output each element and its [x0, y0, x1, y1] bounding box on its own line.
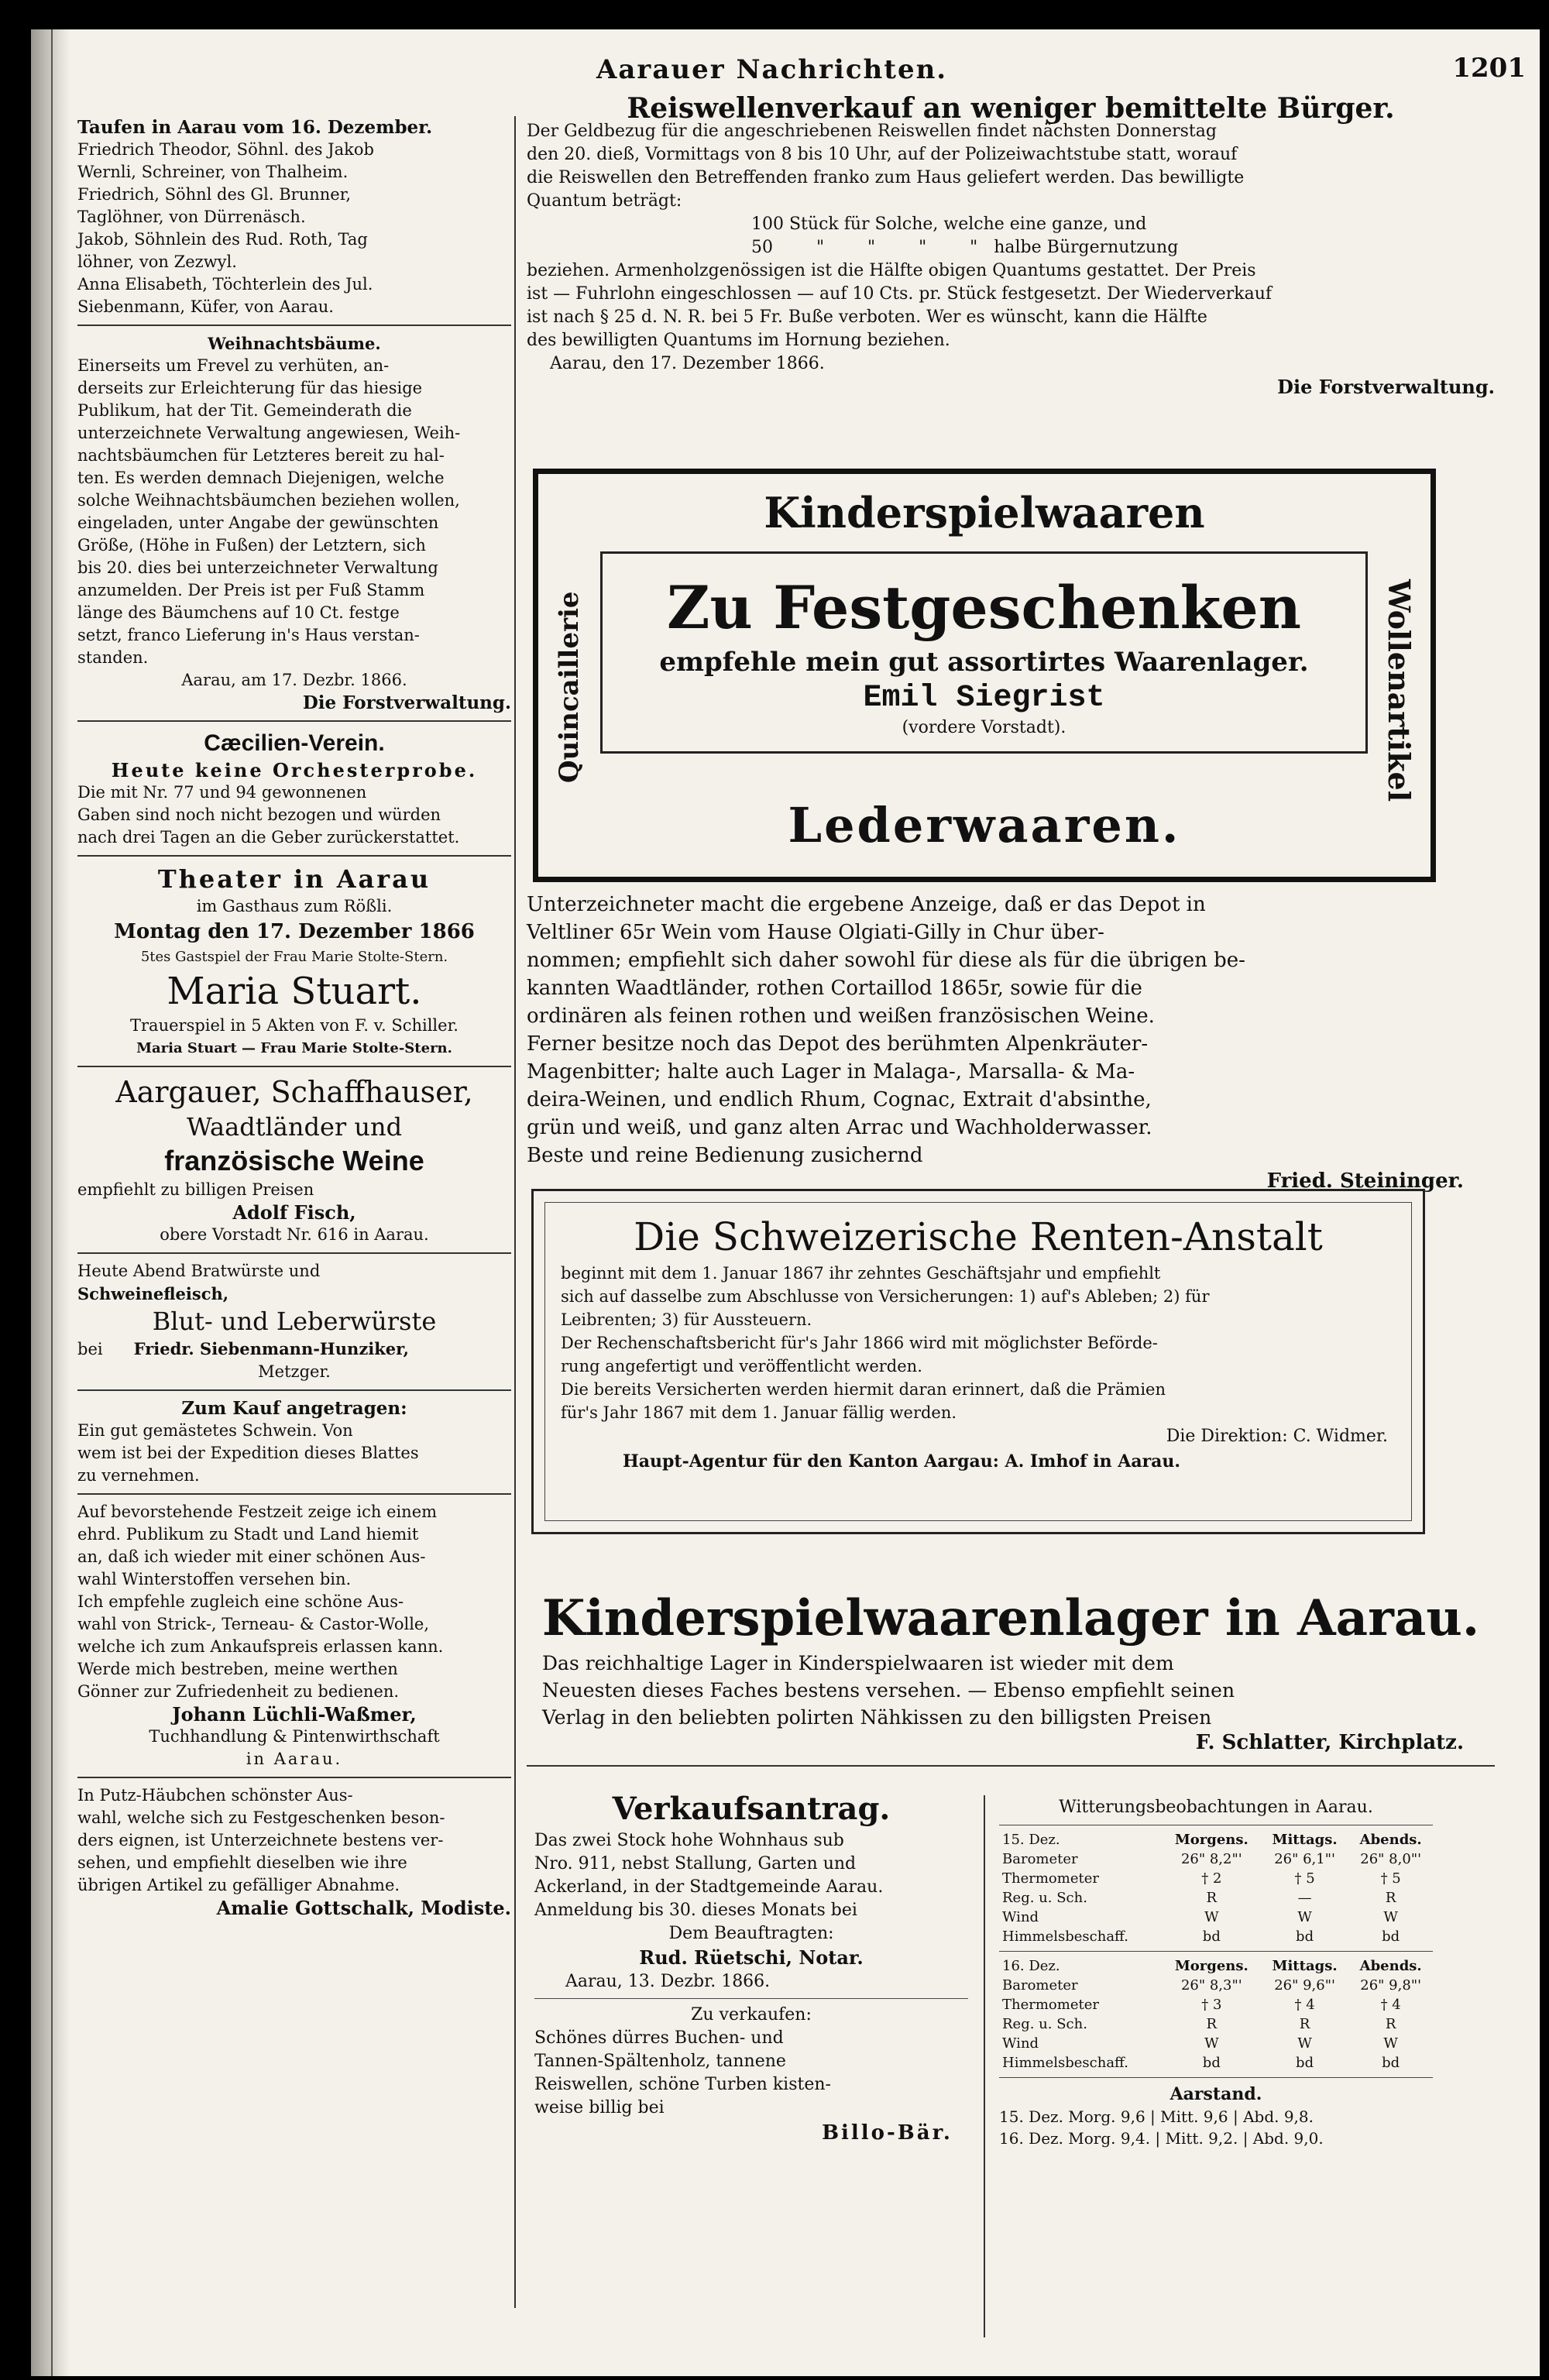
zuverk-line: Tannen-Spältenholz, tannene [534, 2052, 786, 2071]
weather-label: Himmelsbeschaff. [1002, 1928, 1128, 1945]
weather-table-1 [999, 1830, 1433, 1946]
weather-row [999, 1976, 1433, 1995]
kauf-line: Ein gut gemästetes Schwein. Von [77, 1421, 353, 1440]
weather-value: 26" 8,0"' [1360, 1851, 1422, 1867]
caecilien-line: Gaben sind noch nicht bezogen und würden [77, 805, 441, 824]
reis-line: Der Geldbezug für die angeschriebenen Reiswellen findet nächsten Donnerstag [527, 122, 1217, 141]
putz-line: In Putz-Häubchen schönster Aus- [77, 1786, 353, 1805]
weather-value: W [1297, 1909, 1312, 1925]
weather-label: Barometer [1002, 1851, 1078, 1867]
kauf-text [77, 1420, 511, 1487]
theater-title: Maria Stuart. [167, 970, 422, 1013]
left-column [77, 116, 511, 1919]
theater-gast: 5tes Gastspiel der Frau Marie Stolte-Stern. [140, 949, 448, 965]
weather-row [999, 2053, 1433, 2073]
weihnacht-sign: Die Forstverwaltung. [302, 692, 511, 713]
weather-value: 26" 9,6"' [1274, 1977, 1335, 1994]
kinder-line: Verlag in den beliebten polirten Nähkissen zu den billigsten Preisen [542, 1706, 1212, 1729]
verkauf-line: Nro. 911, nebst Stallung, Garten und [534, 1854, 857, 1873]
weihnacht-line: nachtsbäumchen für Letzteres bereit zu hal- [77, 446, 445, 465]
taufen-line: Anna Elisabeth, Töchterlein des Jul. [77, 275, 373, 294]
weihnacht-line: derseits zur Erleichterung für das hiesige [77, 379, 423, 397]
theater-role: Maria Stuart — Frau Marie Stolte-Stern. [136, 1040, 452, 1056]
reis-date: Aarau, den 17. Dezember 1866. [550, 354, 825, 373]
ad-bottom-heading: Lederwaaren. [788, 797, 1181, 853]
veltliner-line: Magenbitter; halte auch Lager in Malaga-, Marsalla- & Ma- [527, 1060, 1135, 1084]
wurst-line-1: Heute Abend Bratwürste und [77, 1262, 321, 1280]
aarstand-line: 16. Dez. Morg. 9,4. | Mitt. 9,2. | Abd. 9,0. [999, 2129, 1324, 2148]
weather-value: W [1204, 2035, 1219, 2052]
weather-divider [984, 1795, 985, 2337]
reis-text [527, 120, 1495, 213]
weihnacht-line: anzumelden. Der Preis ist per Fuß Stamm [77, 581, 425, 599]
taufen-line: löhner, von Zezwyl. [77, 252, 237, 271]
weather-row [999, 1908, 1433, 1927]
kinder-line: Neuesten dieses Faches bestens versehen. — Ebenso empfiehlt seinen [542, 1679, 1235, 1702]
veltliner-line: nommen; empfiehlt sich daher sowohl für diese als für die übrigen be- [527, 949, 1245, 972]
reis-line: den 20. dieß, Vormittags von 8 bis 10 Uhr, auf der Polizeiwachtstube statt, worauf [527, 145, 1238, 164]
wein-heading-3: französische Weine [164, 1145, 424, 1176]
ad-name: Emil Siegrist [863, 681, 1105, 716]
weather-value: † 4 [1294, 1997, 1315, 2013]
ad-main-heading: Zu Festgeschenken [667, 573, 1301, 642]
weather-value: W [1204, 1909, 1219, 1925]
weather-row [999, 2034, 1433, 2053]
weihnacht-text [77, 355, 511, 669]
weather-heading: Witterungsbeobachtungen in Aarau. [1059, 1798, 1373, 1817]
ad-line: empfehle mein gut assortirtes Waarenlager. [659, 647, 1309, 678]
weather-section [999, 1795, 1433, 2149]
weather-value: 26" 9,8"' [1360, 1977, 1422, 1994]
ad-box-siegrist [533, 469, 1436, 882]
stoff-line: an, daß ich wieder mit einer schönen Aus- [77, 1547, 426, 1566]
taufen-line: Siebenmann, Küfer, von Aarau. [77, 297, 334, 316]
caecilien-sub: Heute keine Orchesterprobe. [111, 759, 478, 781]
ad-inner-frame [600, 551, 1368, 754]
weather-value: 26" 6,1"' [1274, 1851, 1335, 1867]
wein-heading-2: Waadtländer und [186, 1112, 403, 1142]
weihnacht-line: unterzeichnete Verwaltung angewiesen, Weih- [77, 424, 461, 442]
gutter-line [51, 29, 53, 2376]
stoff-line: wahl von Strick-, Terneau- & Castor-Wolle, [77, 1615, 430, 1633]
weather-value: † 5 [1380, 1870, 1401, 1887]
putz-text [77, 1784, 511, 1897]
taufen-line: Friedrich, Söhnl des Gl. Brunner, [77, 185, 352, 204]
kinder-heading: Kinderspielwaarenlager in Aarau. [541, 1589, 1480, 1647]
taufen-line: Friedrich Theodor, Söhnl. des Jakob [77, 140, 374, 159]
theater-date: Montag den 17. Dezember 1866 [114, 920, 475, 943]
column-divider [514, 116, 516, 2308]
page-gutter [31, 29, 70, 2376]
wurst-bei: bei [77, 1340, 103, 1358]
ad-left-vertical: Quincaillerie [554, 591, 585, 783]
stoff-line: Auf bevorstehende Festzeit zeige ich einem [77, 1503, 438, 1521]
reis-quantum-1: 100 Stück für Solche, welche eine ganze, und [751, 215, 1147, 234]
reis-quantum-2: 50 " " " " halbe Bürgernutzung [751, 238, 1179, 257]
verkauf-name: Rud. Rüetschi, Notar. [639, 1946, 864, 1969]
weather-row [999, 1849, 1433, 1869]
veltliner-line: Veltliner 65r Wein vom Hause Olgiati-Gilly in Chur über- [527, 921, 1104, 944]
weihnacht-line: setzt, franco Lieferung in's Haus verstan- [77, 626, 420, 644]
verkauf-line: Das zwei Stock hohe Wohnhaus sub [534, 1831, 844, 1850]
theater-sub: im Gasthaus zum Rößli. [196, 897, 393, 915]
weather-value: bd [1382, 1928, 1400, 1945]
zuverk-line: Reiswellen, schöne Turben kisten- [534, 2075, 831, 2094]
wein-heading-1: Aargauer, Schaffhauser, [115, 1075, 473, 1109]
right-column-top [527, 92, 1495, 399]
veltliner-line: grün und weiß, und ganz alten Arrac und Wachholderwasser. [527, 1116, 1152, 1139]
ad-address: (vordere Vorstadt). [902, 718, 1066, 737]
weather-value: R [1385, 1890, 1396, 1906]
weather-value: bd [1382, 2055, 1400, 2071]
veltliner-line: deira-Weinen, und endlich Rhum, Cognac, Extrait d'absinthe, [527, 1088, 1152, 1111]
kauf-heading: Zum Kauf angetragen: [181, 1398, 407, 1419]
weihnacht-line: solche Weihnachtsbäumchen beziehen wollen, [77, 491, 460, 510]
weather-row [999, 1869, 1433, 1888]
weihnacht-date: Aarau, am 17. Dezbr. 1866. [181, 671, 407, 689]
weather-value: † 4 [1380, 1997, 1401, 2013]
rente-direktion: Die Direktion: C. Widmer. [1166, 1427, 1388, 1446]
rente-agent: Haupt-Agentur für den Kanton Aargau: A. Imhof in Aarau. [623, 1451, 1181, 1472]
stoff-line: Gönner zur Zufriedenheit zu bedienen. [77, 1682, 400, 1701]
wurst-name: Friedr. Siebenmann-Hunziker, [133, 1339, 409, 1358]
stoff-line: ehrd. Publikum zu Stadt und Land hiemit [77, 1525, 419, 1544]
rente-line: Leibrenten; 3) für Aussteuern. [561, 1310, 812, 1329]
stoff-line: welche ich zum Ankaufspreis erlassen kann. [77, 1637, 444, 1656]
weather-row [999, 1927, 1433, 1946]
wurst-line-2: Schweinefleisch, [77, 1284, 229, 1303]
verkauf-heading: Verkaufsantrag. [612, 1791, 891, 1827]
rente-line: rung angefertigt und veröffentlicht werden. [561, 1357, 922, 1375]
wurst-line-3: Blut- und Leberwürste [152, 1307, 437, 1336]
putz-line: wahl, welche sich zu Festgeschenken beson- [77, 1808, 445, 1827]
ad-box-rentenanstalt [531, 1189, 1425, 1534]
weihnacht-heading: Weihnachtsbäume. [208, 334, 381, 353]
weather-value: bd [1296, 1928, 1314, 1945]
zuverk-line: weise billig bei [534, 2098, 665, 2117]
weihnacht-line: ten. Es werden demnach Diejenigen, welche [77, 469, 445, 487]
right-column-mid [527, 891, 1495, 1193]
right-column-lower [527, 1588, 1495, 1773]
weather-value: 26" 8,2"' [1180, 1851, 1242, 1867]
weather-value: R [1385, 2016, 1396, 2032]
wein-text: empfiehlt zu billigen Preisen [77, 1180, 314, 1199]
wein-name: Adolf Fisch, [232, 1201, 356, 1224]
weather-value: bd [1202, 1928, 1221, 1945]
weihnacht-line: bis 20. dies bei unterzeichneter Verwaltung [77, 558, 438, 577]
reis-line-2: des bewilligten Quantums im Hornung beziehen. [527, 331, 950, 350]
weihnacht-line: Publikum, hat der Tit. Gemeinderath die [77, 401, 412, 420]
verkauf-date: Aarau, 13. Dezbr. 1866. [565, 1972, 771, 1991]
zuverk-text [534, 2027, 968, 2120]
kinder-line: Das reichhaltige Lager in Kinderspielwaaren ist wieder mit dem [542, 1652, 1174, 1674]
weather-value: † 3 [1201, 1997, 1222, 2013]
weather-col-abends: Abends. [1359, 1832, 1422, 1848]
weather-label: Wind [1002, 2035, 1039, 2052]
veltliner-line: Unterzeichneter macht die ergebene Anzeige, daß er das Depot in [527, 893, 1206, 916]
weather-col-morgens-2: Morgens. [1174, 1958, 1248, 1974]
weather-col-morgens: Morgens. [1174, 1832, 1248, 1848]
reis-heading: Reiswellenverkauf an weniger bemittelte Bürger. [627, 92, 1395, 125]
rente-line: Die bereits Versicherten werden hiermit daran erinnert, daß die Prämien [561, 1380, 1166, 1399]
stoff-line: wahl Winterstoffen versehen bin. [77, 1570, 352, 1588]
reis-sign: Die Forstverwaltung. [1277, 376, 1495, 398]
putz-line: ders eignen, ist Unterzeichnete bestens ver- [77, 1831, 444, 1849]
kauf-line: wem ist bei der Expedition dieses Blattes [77, 1444, 419, 1462]
verkauf-line: Anmeldung bis 30. dieses Monats bei [534, 1901, 857, 1920]
putz-line: übrigen Artikel zu gefälliger Abnahme. [77, 1876, 400, 1894]
weather-row [999, 1888, 1433, 1908]
wein-address: obere Vorstadt Nr. 616 in Aarau. [160, 1225, 429, 1244]
weather-value: — [1297, 1890, 1312, 1906]
weihnacht-line: standen. [77, 648, 149, 667]
aarstand-line: 15. Dez. Morg. 9,6 | Mitt. 9,6 | Abd. 9,8. [999, 2107, 1314, 2126]
weather-label: Thermometer [1002, 1997, 1099, 2013]
weather-value: 26" 8,3"' [1180, 1977, 1242, 1994]
weather-table-2 [999, 1956, 1433, 2073]
rente-text [545, 1262, 1411, 1424]
weather-value: W [1297, 2035, 1312, 2052]
theater-heading: Theater in Aarau [157, 864, 431, 894]
weather-col-mittags: Mittags. [1272, 1832, 1338, 1848]
stoff-name: Johann Lüchli-Waßmer, [172, 1703, 417, 1726]
weather-row [999, 1995, 1433, 2014]
veltliner-line: Beste und reine Bedienung zusichernd [527, 1144, 923, 1167]
rente-line: sich auf dasselbe zum Abschlusse von Versicherungen: 1) auf's Ableben; 2) für [561, 1287, 1210, 1306]
zuverk-heading: Zu verkaufen: [691, 2005, 812, 2025]
weihnacht-line: länge des Bäumchens auf 10 Ct. festge [77, 603, 400, 622]
verkauf-beauftragt: Dem Beauftragten: [668, 1924, 834, 1943]
ad-right-vertical: Wollenartikel [1382, 579, 1417, 802]
weather-label: Thermometer [1002, 1870, 1099, 1887]
veltliner-text [527, 891, 1495, 1169]
weihnacht-line: Einerseits um Frevel zu verhüten, an- [77, 356, 390, 375]
weihnacht-line: Größe, (Höhe in Fußen) der Letztern, sich [77, 536, 426, 555]
veltliner-line: Ferner besitze noch das Depot des berühmten Alpenkräuter- [527, 1032, 1149, 1056]
weather-label: Barometer [1002, 1977, 1078, 1994]
stoff-line: Ich empfehle zugleich eine schöne Aus- [77, 1592, 404, 1611]
zuverk-sign: Billo-Bär. [822, 2121, 953, 2145]
weather-label: Reg. u. Sch. [1002, 1890, 1087, 1906]
verkauf-text [534, 1829, 968, 1922]
weather-value: bd [1296, 2055, 1314, 2071]
weather-col-abends-2: Abends. [1359, 1958, 1422, 1974]
weather-col-mittags-2: Mittags. [1272, 1958, 1338, 1974]
kauf-line: zu vernehmen. [77, 1466, 200, 1485]
caecilien-text [77, 781, 511, 849]
weather-value: R [1206, 2016, 1218, 2032]
kinder-text [527, 1650, 1495, 1731]
weather-row [999, 2014, 1433, 2034]
verkauf-line: Ackerland, in der Stadtgemeinde Aarau. [534, 1877, 884, 1897]
wurst-metzger: Metzger. [258, 1362, 331, 1381]
weather-date-1: 15. Dez. [1002, 1832, 1060, 1848]
reis-line: die Reiswellen den Betreffenden franko zum Haus geliefert werden. Das bewilligte [527, 168, 1245, 187]
taufen-heading: Taufen in Aarau vom 16. Dezember. [77, 117, 433, 138]
rente-line: Der Rechenschaftsbericht für's Jahr 1866 wird mit möglichster Beförde- [561, 1334, 1158, 1352]
veltliner-sign: Fried. Steininger. [1266, 1169, 1464, 1193]
caecilien-heading: Cæcilien-Verein. [204, 730, 385, 756]
weather-value: R [1299, 2016, 1310, 2032]
theater-desc: Trauerspiel in 5 Akten von F. v. Schiller. [130, 1016, 459, 1035]
page-number: 1201 [1452, 53, 1526, 84]
aarstand-text [999, 2106, 1433, 2149]
aarstand-heading: Aarstand. [1169, 2084, 1262, 2104]
reis-line-2: ist — Fuhrlohn eingeschlossen — auf 10 Cts. pr. Stück festgesetzt. Der Wiederverkauf [527, 284, 1273, 304]
caecilien-line: nach drei Tagen an die Geber zurückerstattet. [77, 828, 460, 847]
weather-value: † 5 [1294, 1870, 1315, 1887]
taufen-line: Taglöhner, von Dürrenäsch. [77, 208, 306, 226]
reis-line-2: beziehen. Armenholzgenössigen ist die Hälfte obigen Quantums gestattet. Der Preis [527, 261, 1256, 280]
weather-label: Wind [1002, 1909, 1039, 1925]
stoff-text [77, 1501, 511, 1703]
veltliner-line: kannten Waadtländer, rothen Cortaillod 1865r, sowie für die [527, 977, 1142, 1000]
reis-line-2: ist nach § 25 d. N. R. bei 5 Fr. Buße verboten. Wer es wünscht, kann die Hälfte [527, 307, 1207, 327]
stoff-loc: in Aarau. [246, 1750, 343, 1768]
rente-line: für's Jahr 1867 mit dem 1. Januar fällig werden. [561, 1403, 957, 1422]
stoff-sub: Tuchhandlung & Pintenwirthschaft [149, 1727, 440, 1746]
rente-line: beginnt mit dem 1. Januar 1867 ihr zehntes Geschäftsjahr und empfiehlt [561, 1264, 1161, 1283]
putz-line: sehen, und empfiehlt dieselben wie ihre [77, 1853, 407, 1872]
reis-line: Quantum beträgt: [527, 191, 682, 211]
taufen-line: Wernli, Schreiner, von Thalheim. [77, 163, 349, 181]
verkauf-section [534, 1789, 968, 2146]
page-header-title: Aarauer Nachrichten. [596, 54, 948, 85]
weather-value: bd [1202, 2055, 1221, 2071]
taufen-list [77, 139, 511, 318]
weather-date-2: 16. Dez. [1002, 1958, 1060, 1974]
zuverk-line: Schönes dürres Buchen- und [534, 2028, 784, 2048]
caecilien-line: Die mit Nr. 77 und 94 gewonnenen [77, 783, 367, 802]
weather-value: W [1383, 2035, 1398, 2052]
veltliner-line: ordinären als feinen rothen und weißen französischen Weine. [527, 1005, 1155, 1028]
rente-heading: Die Schweizerische Renten-Anstalt [634, 1214, 1323, 1259]
weather-label: Himmelsbeschaff. [1002, 2055, 1128, 2071]
weihnacht-line: eingeladen, unter Angabe der gewünschten [77, 513, 439, 532]
kinder-sign: F. Schlatter, Kirchplatz. [1195, 1731, 1464, 1754]
weather-value: R [1206, 1890, 1218, 1906]
putz-sign: Amalie Gottschalk, Modiste. [216, 1897, 511, 1919]
weather-value: W [1383, 1909, 1398, 1925]
stoff-line: Werde mich bestreben, meine werthen [77, 1660, 398, 1678]
taufen-line: Jakob, Söhnlein des Rud. Roth, Tag [77, 230, 368, 249]
ad-top-heading: Kinderspielwaaren [764, 488, 1205, 537]
weather-value: † 2 [1201, 1870, 1222, 1887]
reis-text-2 [527, 259, 1495, 352]
weather-label: Reg. u. Sch. [1002, 2016, 1087, 2032]
